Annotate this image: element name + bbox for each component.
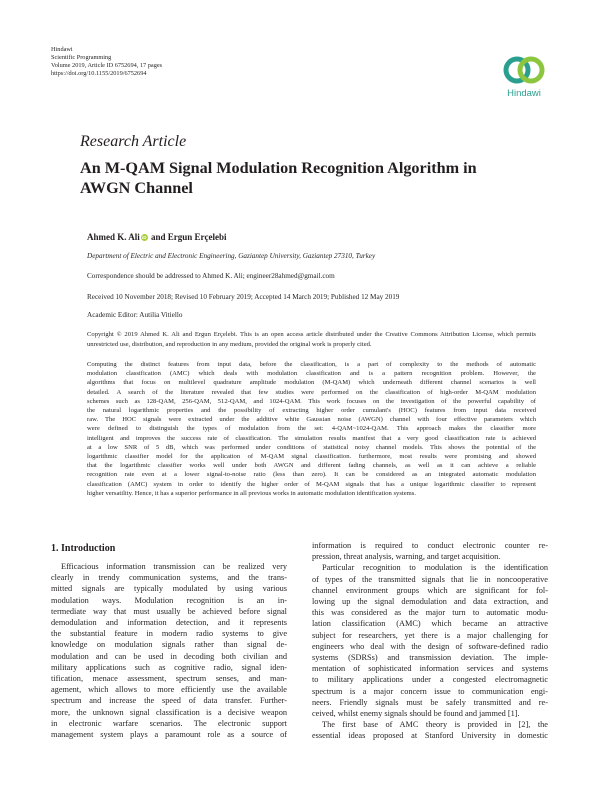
body-line: in electronic warfare scenarios. The electronic support — [51, 718, 287, 728]
abstract-line: detailed. A search of the literature revealed that few studies were performed on the classification of high-order M-QAM modulation — [87, 388, 536, 396]
paper-title — [80, 158, 520, 198]
body-line: termediate way that must usually be achieved before signal — [51, 606, 287, 616]
body-line: engineers who deal with the design of software-defined radio — [312, 641, 548, 651]
body-column-right — [312, 540, 548, 742]
abstract-line: logarithmic classifier model for the application of M-QAM signal classification. furthermore, most results were promising and showed — [87, 453, 536, 461]
abstract-line: that the logarithmic classifier works well under both AWGN and different fading channels, as well as it can achieve a reliable — [87, 462, 536, 470]
body-line: military applications such as cognitive radio, signal iden- — [51, 662, 287, 672]
title-line: AWGN Channel — [80, 179, 193, 197]
author-list — [87, 232, 227, 242]
copyright-notice: Copyright © 2019 Ahmed K. Ali and Ergun Erçelebi. This is an open access article distributed under the Creative Commons Attribution License, which permits unrestricted use, distribution, and reproduction in any medium, provided the original work is properly cited. — [87, 331, 536, 348]
body-line: channel environment groups which are significant for fol- — [312, 585, 548, 595]
volume-info: Volume 2019, Article ID 6752694, 17 pages — [51, 62, 163, 69]
body-column-left — [51, 561, 287, 740]
body-line: lation classification (AMC) which became an attractive — [312, 619, 548, 629]
body-line: Efficacious information transmission can be realized very — [61, 562, 287, 571]
body-line: subject for researchers, yet there is a major challenging for — [312, 630, 548, 640]
correspondence: Correspondence should be addressed to Ahmed K. Ali; engineer28ahmed@gmail.com — [87, 272, 335, 280]
orcid-icon[interactable]: iD — [142, 235, 147, 240]
body-line: this was considered as the major turn to automatic modu- — [312, 608, 548, 618]
body-line: of types of the transmitted signals that lie in noncooperative — [312, 574, 548, 584]
body-line: clearly in trendy communication systems, and the trans- — [51, 573, 287, 583]
author-name: and Ergun Erçelebi — [151, 232, 227, 242]
publisher-name: Hindawi — [51, 46, 73, 53]
title-line: An M-QAM Signal Modulation Recognition Algorithm in — [80, 159, 477, 177]
journal-name: Scientific Programming — [51, 54, 112, 61]
body-line: essential ideas proposed at Stanford University in domestic — [312, 731, 548, 741]
body-line: lowing up the signal demodulation and data extraction, and — [312, 597, 548, 607]
article-type: Research Article — [80, 133, 187, 150]
hindawi-logo — [500, 52, 548, 102]
abstract-line: the natural logarithmic properties and the possibility of extracting higher order cumulant's (HOC) features from input data received — [87, 407, 536, 415]
body-line: modulation and can be used in decoding both civilian and — [51, 651, 287, 661]
body-line: agement, which allows to more efficiently use the available — [51, 685, 287, 695]
body-line: demodulation and information detection, and it represents — [51, 618, 287, 628]
body-line: information is required to conduct electronic counter re- — [312, 541, 548, 550]
abstract-line: at a low SNR of 5 dB, which was performed under conditions of statistical noisy channel models. This shows the potential of the — [87, 443, 536, 451]
publication-dates: Received 10 November 2018; Revised 10 February 2019; Accepted 14 March 2019; Published 12 May 2019 — [87, 293, 400, 301]
body-line: tification, menace assessment, spectrum senses, and man- — [51, 674, 287, 684]
abstract-line: modulation classification (AMC) which deals with modulation classification and is a pattern recognition problem. However, the — [87, 370, 536, 378]
affiliation: Department of Electric and Electronic Engineering, Gaziantep University, Gaziantep 27310, Turkey — [87, 252, 376, 260]
body-line: more, the unknown signal classification is a decisive weapon — [51, 707, 287, 717]
doi-link[interactable]: https://doi.org/10.1155/2019/6752694 — [51, 70, 147, 77]
abstract-line: recognition rate even at a lower signal-to-noise ratio (less than zero). It can be considered as an integrated automatic modulation — [87, 471, 536, 479]
body-line: spectrum and increase the speed of data transfer. Further- — [51, 696, 287, 706]
abstract-line: classification (AMC) system in order to identify the higher order of M-QAM signals that has a unique logarithmic classifier to represent — [87, 480, 536, 488]
abstract — [87, 360, 536, 498]
body-line: management system plays a paramount role as a source of — [51, 730, 287, 740]
journal-meta — [51, 46, 162, 78]
body-line: modulation ways. Modulation recognition is an in- — [51, 595, 287, 605]
body-line: mentation of sophisticated information services and systems — [312, 664, 548, 674]
section-heading: 1. Introduction — [51, 543, 116, 554]
body-line: knowledge on modulation signals rather than signal de- — [51, 640, 287, 650]
abstract-line: schemes such as 128-QAM, 256-QAM, 512-QAM, and 1024-QAM. This work focuses on the investigation of the powerful capability of — [87, 397, 536, 405]
abstract-line: algorithms that focus on multilevel quadrature amplitude modulation (M-QAM) which underneath different channel scenarios is well — [87, 379, 536, 387]
body-line: mitted signals are typically modulated by using various — [51, 584, 287, 594]
abstract-line: intelligent and improves the success rate of classification. The simulation results manifest that a very good classification rate is achieved — [87, 434, 536, 442]
academic-editor: Academic Editor: Autilia Vitiello — [87, 311, 183, 319]
abstract-line: raw. The HOC signals were extracted under the additive white Gaussian noise (AWGN) channel with four effective parameters which — [87, 416, 536, 424]
abstract-line: higher versatility. Hence, it has a superior performance in all previous works in automatic modulation identification systems. — [87, 489, 416, 497]
abstract-line: Computing the distinct features from input data, before the classification, is a part of complexity to the methods of automatic — [87, 361, 536, 368]
body-line: Particular recognition to modulation is the identification — [322, 563, 548, 573]
author-name: Ahmed K. Ali — [87, 232, 140, 242]
body-line: pression, threat analysis, warning, and target acquisition. — [312, 552, 501, 562]
abstract-line: were defined to distinguish the types of modulation from the set: 4-QAM~1024-QAM. This approach makes the classifier more — [87, 425, 536, 433]
body-line: The first base of AMC theory is provided in [2], the — [322, 720, 548, 730]
logo-text: Hindawi — [507, 88, 541, 99]
hindawi-rings-icon — [501, 52, 547, 88]
body-line: systems (SDRSs) and transmission deviation. The imple- — [312, 653, 548, 663]
body-line: ceived, whilst enemy signals should be found and jammed [1]. — [312, 709, 520, 719]
body-line: to military applications under a congested electromagnetic — [312, 675, 548, 685]
body-line: the substantial feature in modern radio systems to give — [51, 629, 287, 639]
body-line: neers. Friendly signals must be safely transmitted and re- — [312, 697, 548, 707]
body-line: spectrum is a major concern issue to communication engi- — [312, 686, 548, 696]
